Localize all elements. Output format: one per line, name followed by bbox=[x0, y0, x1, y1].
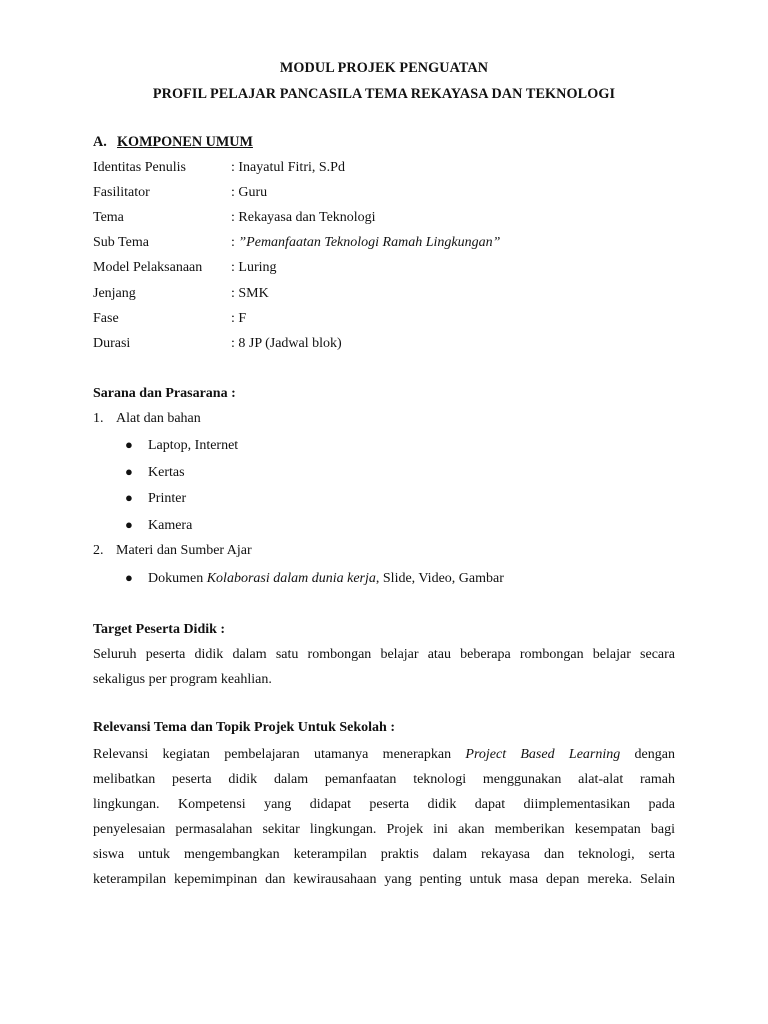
relevansi-line-4: penyelesaian permasalahan sekitar lingkungan. Projek ini akan memberikan kesempatan bagi bbox=[93, 822, 675, 837]
field-value: : SMK bbox=[231, 286, 269, 301]
field-fasilitator bbox=[93, 185, 267, 205]
relevansi-line-1-prefix: Relevansi kegiatan pembelajaran utamanya menerapkan bbox=[93, 747, 466, 762]
field-value-colon: : bbox=[231, 235, 239, 250]
field-value: : Rekayasa dan Teknologi bbox=[231, 210, 376, 225]
field-value-italic: ”Pemanfaatan Teknologi Ramah Lingkungan” bbox=[238, 235, 501, 250]
bullet-text: Printer bbox=[148, 491, 187, 506]
field-key: Fase bbox=[93, 311, 119, 326]
document-title-line-2: PROFIL PELAJAR PANCASILA TEMA REKAYASA DAN TEKNOLOGI bbox=[152, 86, 616, 102]
field-fase bbox=[93, 311, 246, 331]
field-jenjang bbox=[93, 286, 269, 306]
field-key: Fasilitator bbox=[93, 185, 150, 200]
field-value: : Luring bbox=[231, 260, 277, 275]
bullet-item bbox=[125, 464, 185, 481]
field-model-pelaksanaan bbox=[93, 260, 277, 280]
bullet-text-suffix: , Slide, Video, Gambar bbox=[375, 571, 504, 586]
bullet-dot-icon: ● bbox=[125, 490, 133, 505]
field-key: Identitas Penulis bbox=[93, 160, 186, 175]
bullet-text: Kamera bbox=[148, 518, 193, 533]
field-durasi bbox=[93, 336, 342, 356]
bullet-text: Kertas bbox=[148, 465, 185, 480]
target-line-2: sekaligus per program keahlian. bbox=[93, 672, 272, 687]
relevansi-line-2: melibatkan peserta didik dalam pemanfaatan teknologi menggunakan alat-alat ramah bbox=[93, 772, 675, 787]
item-label: Alat dan bahan bbox=[116, 411, 201, 426]
bullet-dot-icon: ● bbox=[125, 517, 133, 532]
field-sub-tema bbox=[93, 235, 500, 255]
relevansi-line-3: lingkungan. Kompetensi yang didapat peserta didik dapat diimplementasikan pada bbox=[93, 797, 675, 812]
bullet-dot-icon: ● bbox=[125, 464, 133, 479]
field-value: : Guru bbox=[231, 185, 268, 200]
field-value bbox=[231, 235, 500, 250]
sarana-heading: Sarana dan Prasarana : bbox=[93, 386, 236, 401]
bullet-text: Laptop, Internet bbox=[148, 438, 239, 453]
field-value: : 8 JP (Jadwal blok) bbox=[231, 336, 342, 351]
field-key: Jenjang bbox=[93, 286, 136, 301]
field-key: Sub Tema bbox=[93, 235, 149, 250]
target-line-1: Seluruh peserta didik dalam satu rombongan belajar atau beberapa rombongan belajar secara bbox=[93, 647, 675, 662]
target-heading: Target Peserta Didik : bbox=[93, 622, 226, 637]
field-key: Durasi bbox=[93, 336, 131, 351]
relevansi-line-1 bbox=[93, 747, 675, 763]
bullet-item bbox=[125, 437, 238, 454]
relevansi-heading: Relevansi Tema dan Topik Projek Untuk Sekolah : bbox=[93, 720, 395, 735]
item-number: 2. bbox=[93, 543, 104, 558]
item-number: 1. bbox=[93, 411, 104, 426]
bullet-item bbox=[125, 570, 504, 587]
section-letter: A. bbox=[93, 134, 107, 150]
relevansi-line-1-italic: Project Based Learning bbox=[465, 747, 621, 762]
item-label: Materi dan Sumber Ajar bbox=[116, 543, 252, 558]
relevansi-line-1-suffix: dengan bbox=[620, 747, 675, 762]
numbered-item-2 bbox=[93, 543, 252, 559]
bullet-item bbox=[125, 490, 186, 507]
field-identitas-penulis bbox=[93, 160, 345, 180]
numbered-item-1 bbox=[93, 411, 201, 427]
bullet-text-italic: Kolaborasi dalam dunia kerja bbox=[206, 571, 376, 586]
bullet-item bbox=[125, 517, 192, 534]
relevansi-line-5: siswa untuk mengembangkan keterampilan praktis dalam rekayasa dan teknologi, serta bbox=[93, 847, 675, 862]
bullet-dot-icon: ● bbox=[125, 570, 133, 585]
bullet-dot-icon: ● bbox=[125, 437, 133, 452]
section-a-heading bbox=[93, 134, 253, 151]
relevansi-line-6: keterampilan kepemimpinan dan kewirausahaan yang penting untuk masa depan mereka. Selain bbox=[93, 872, 675, 887]
field-value: : Inayatul Fitri, S.Pd bbox=[231, 160, 345, 175]
document-title-line-1: MODUL PROJEK PENGUATAN bbox=[279, 60, 489, 76]
section-title: KOMPONEN UMUM bbox=[117, 134, 253, 150]
field-tema bbox=[93, 210, 376, 230]
field-key: Model Pelaksanaan bbox=[93, 260, 203, 275]
bullet-text-prefix: Dokumen bbox=[148, 571, 207, 586]
field-value: : F bbox=[231, 311, 247, 326]
field-key: Tema bbox=[93, 210, 124, 225]
